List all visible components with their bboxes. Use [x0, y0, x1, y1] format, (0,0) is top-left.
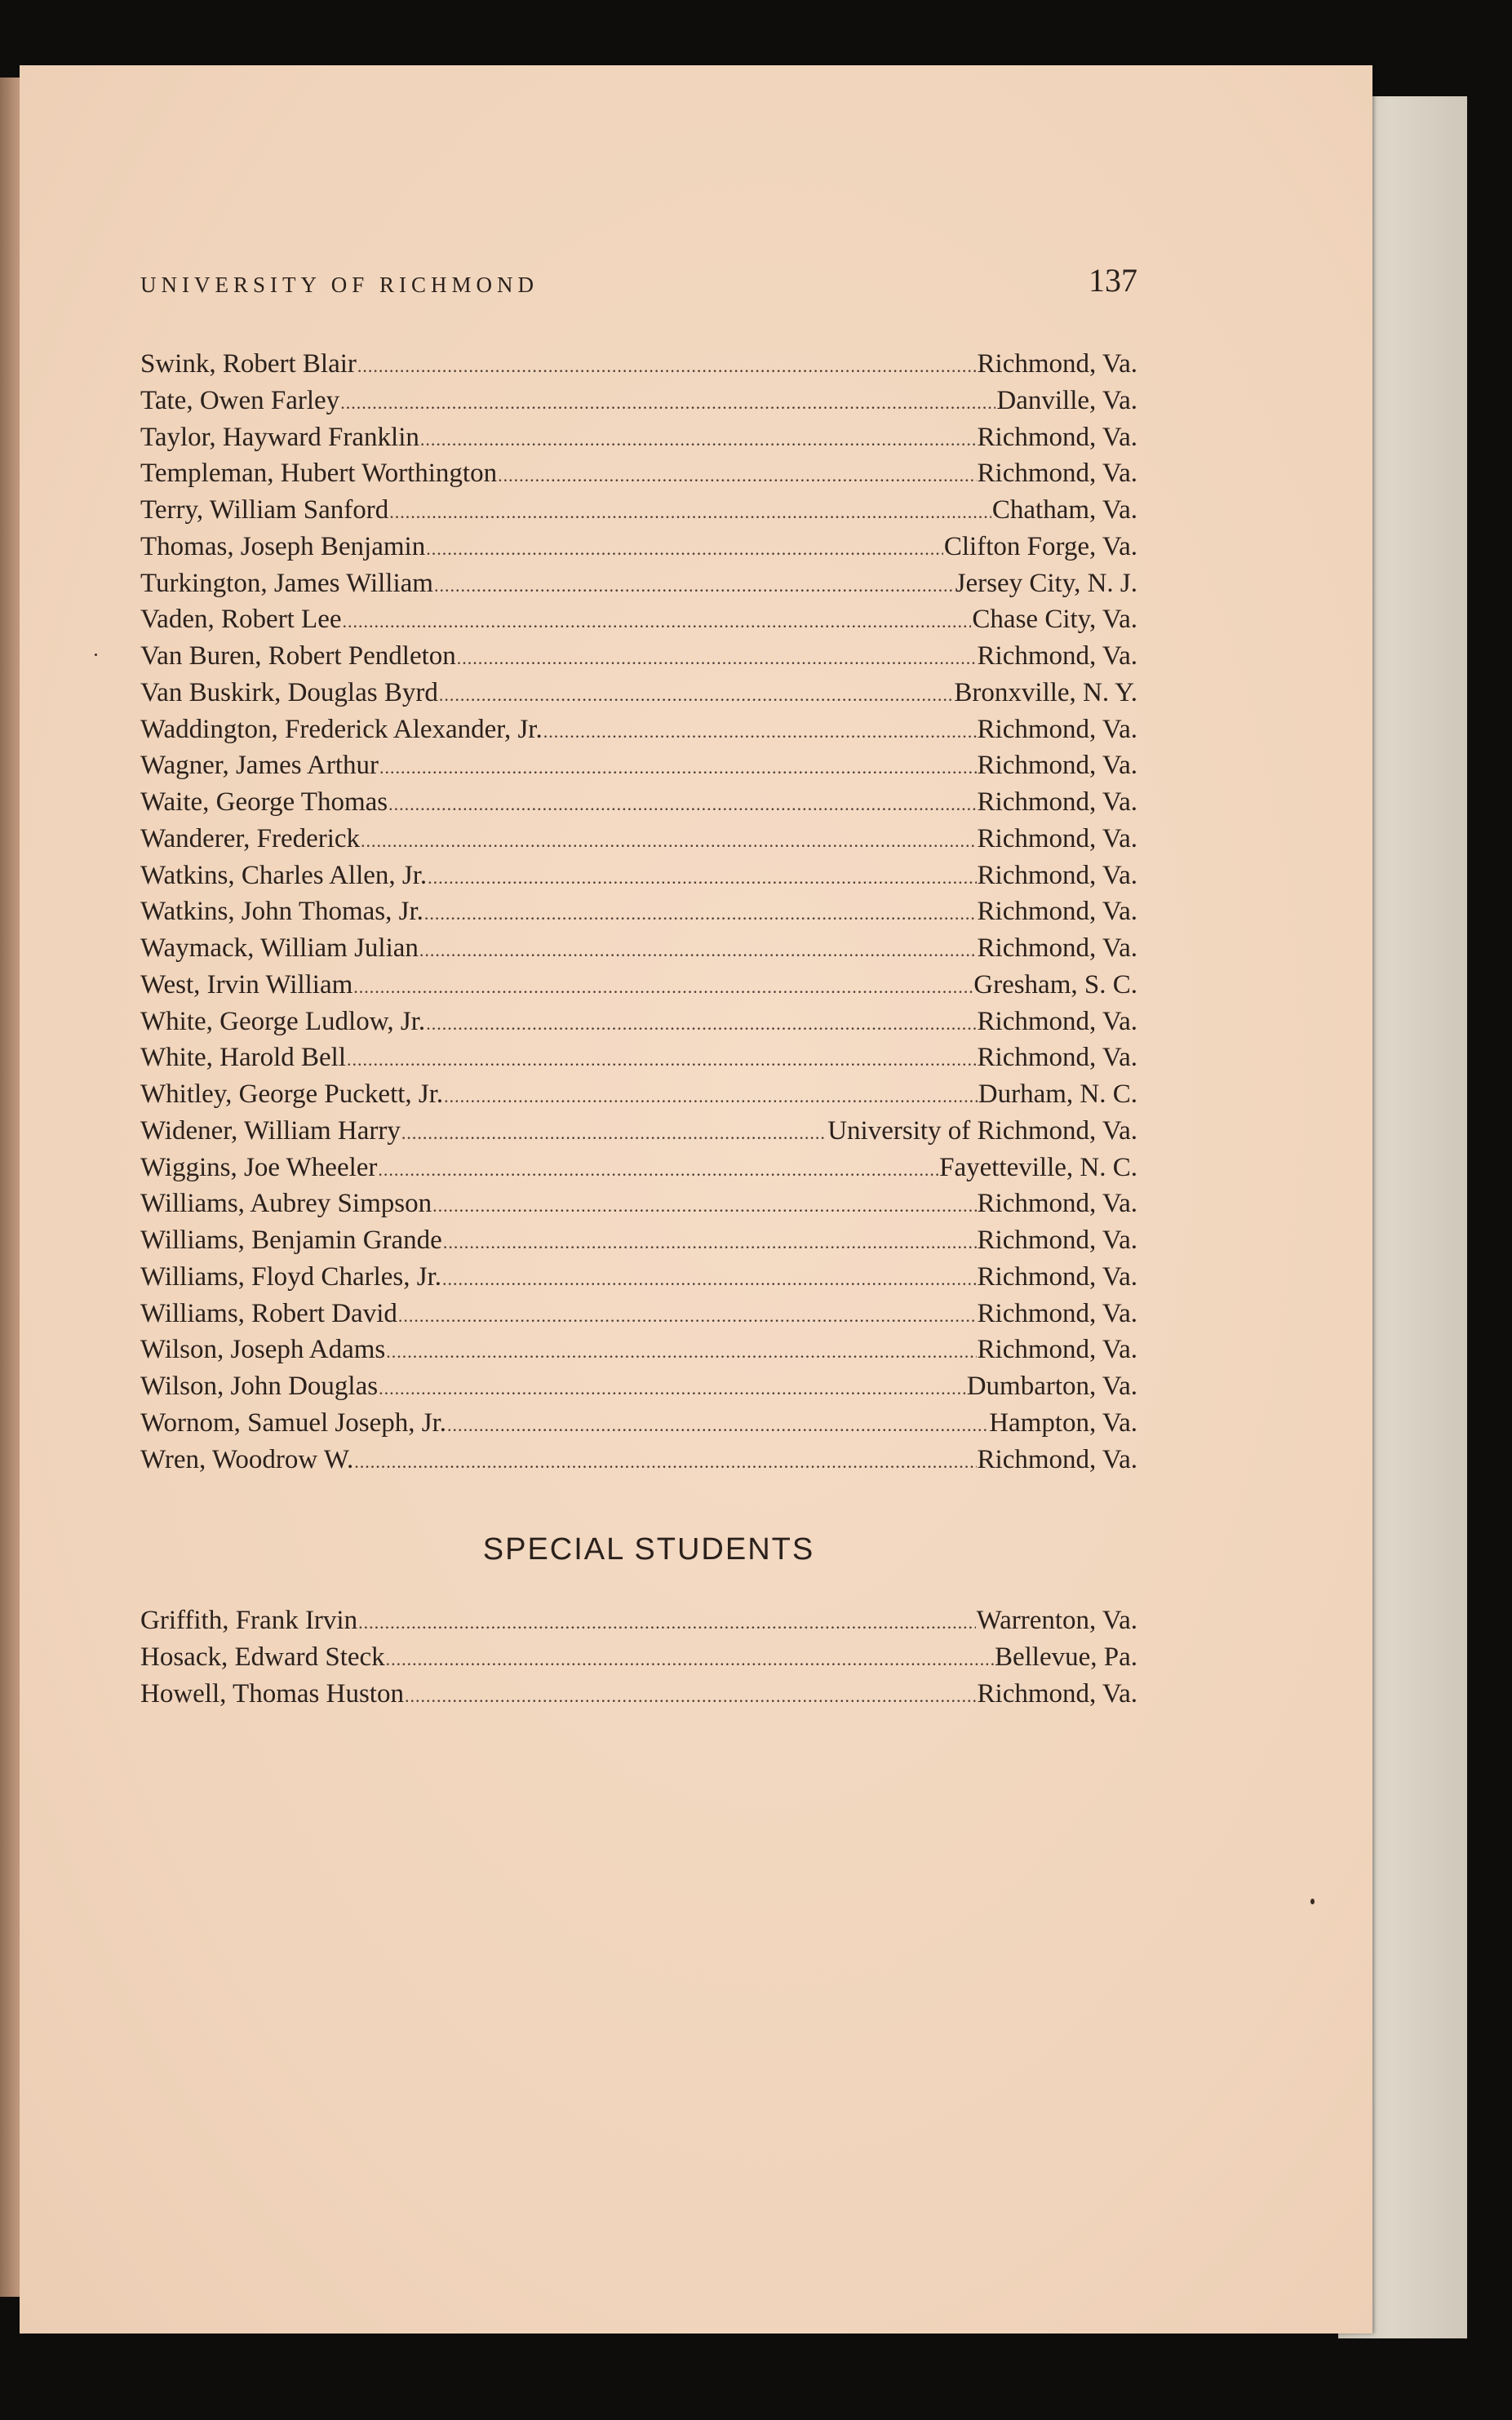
student-name: Watkins, Charles Allen, Jr. — [140, 860, 428, 890]
student-name: White, George Ludlow, Jr. — [140, 1006, 426, 1036]
dot-leader — [442, 1269, 977, 1290]
dot-leader — [443, 1232, 977, 1253]
student-name: Taylor, Hayward Franklin — [140, 422, 419, 452]
student-hometown: Richmond, Va. — [977, 1298, 1137, 1328]
student-entry — [140, 532, 1137, 569]
student-hometown: Richmond, Va. — [977, 1006, 1137, 1036]
student-hometown: Richmond, Va. — [977, 1678, 1137, 1709]
student-hometown: Richmond, Va. — [977, 1335, 1137, 1365]
student-hometown: Richmond, Va. — [977, 1043, 1137, 1073]
special-student-entry — [140, 1642, 1137, 1679]
dot-leader — [424, 903, 977, 924]
student-name: Terry, William Sanford — [140, 495, 389, 525]
student-hometown: Richmond, Va. — [977, 897, 1137, 927]
student-entry — [140, 1189, 1137, 1226]
student-entry — [140, 386, 1137, 423]
student-hometown: Richmond, Va. — [977, 860, 1137, 890]
student-name: Wanderer, Frederick — [140, 823, 361, 853]
student-name: Van Buskirk, Douglas Byrd — [140, 677, 438, 707]
student-name: Wagner, James Arthur — [140, 751, 379, 781]
student-entry — [140, 787, 1137, 824]
student-name: Hosack, Edward Steck — [140, 1642, 385, 1672]
student-name: Williams, Floyd Charles, Jr. — [140, 1261, 441, 1292]
dot-leader — [343, 611, 972, 632]
student-hometown: Clifton Forge, Va. — [943, 531, 1137, 561]
student-hometown: Durham, N. C. — [978, 1079, 1137, 1109]
dot-leader — [444, 1086, 978, 1107]
student-hometown: Gresham, S. C. — [973, 969, 1137, 999]
special-student-entry — [140, 1606, 1137, 1642]
student-name: Wilson, John Douglas — [140, 1372, 379, 1401]
student-name: Templeman, Hubert Worthington — [140, 459, 498, 489]
dot-leader — [405, 1686, 977, 1707]
student-hometown: Richmond, Va. — [977, 1444, 1137, 1474]
student-name: Vaden, Robert Lee — [140, 605, 342, 635]
dot-leader — [434, 575, 955, 596]
student-name: Griffith, Frank Irvin — [140, 1606, 358, 1635]
student-entry — [140, 569, 1137, 605]
student-entry — [140, 970, 1137, 1007]
dot-leader — [426, 539, 943, 560]
student-name: Williams, Benjamin Grande — [140, 1226, 442, 1255]
student-entry — [140, 1226, 1137, 1262]
dot-leader — [389, 502, 991, 523]
dot-leader — [426, 1013, 976, 1035]
student-entry — [140, 1116, 1137, 1153]
dot-leader — [358, 1612, 975, 1633]
book-spine-edge — [0, 78, 21, 2297]
dot-leader — [398, 1305, 977, 1327]
student-hometown: Bellevue, Pa. — [994, 1642, 1137, 1672]
student-name: Waymack, William Julian — [140, 933, 419, 963]
dot-leader — [419, 940, 977, 961]
student-entry — [140, 1153, 1137, 1190]
dot-leader — [401, 1123, 827, 1144]
dot-leader — [386, 1341, 976, 1363]
student-hometown: Richmond, Va. — [977, 823, 1137, 853]
student-hometown: Chase City, Va. — [972, 605, 1137, 635]
student-hometown: Richmond, Va. — [977, 1261, 1137, 1292]
student-hometown: Richmond, Va. — [977, 1226, 1137, 1255]
student-entry — [140, 423, 1137, 459]
student-entry — [140, 1043, 1137, 1079]
dot-leader — [457, 648, 977, 669]
student-entry — [140, 824, 1137, 861]
student-entry — [140, 1079, 1137, 1116]
student-entry — [140, 1007, 1137, 1044]
student-entry — [140, 1262, 1137, 1299]
student-entry — [140, 933, 1137, 970]
dot-leader — [353, 977, 973, 998]
running-head: UNIVERSITY OF RICHMOND — [140, 273, 539, 297]
student-hometown: Dumbarton, Va. — [966, 1372, 1137, 1401]
student-hometown: Bronxville, N. Y. — [954, 677, 1137, 707]
student-entry — [140, 495, 1137, 532]
student-hometown: Richmond, Va. — [977, 1189, 1137, 1219]
special-students-heading: SPECIAL STUDENTS — [482, 1532, 815, 1567]
dot-leader — [340, 392, 995, 414]
student-hometown: Jersey City, N. J. — [955, 568, 1137, 598]
student-entry — [140, 349, 1137, 386]
student-name: West, Irvin William — [140, 969, 353, 999]
student-list — [140, 349, 1137, 1481]
student-entry — [140, 1299, 1137, 1336]
student-hometown: Richmond, Va. — [977, 349, 1137, 379]
student-hometown: Hampton, Va. — [989, 1407, 1137, 1438]
dot-leader — [432, 1195, 976, 1217]
dot-leader — [428, 867, 976, 889]
dot-leader — [378, 1159, 938, 1181]
dot-leader — [354, 1452, 976, 1473]
student-name: Swink, Robert Blair — [140, 349, 357, 379]
student-entry — [140, 1372, 1137, 1408]
dot-leader — [543, 721, 977, 742]
student-entry — [140, 678, 1137, 715]
student-name: Van Buren, Robert Pendleton — [140, 641, 456, 671]
student-hometown: Richmond, Va. — [977, 933, 1137, 963]
dot-leader — [388, 794, 976, 815]
student-entry — [140, 1408, 1137, 1445]
dot-leader — [379, 1378, 966, 1399]
student-name: Whitley, George Puckett, Jr. — [140, 1079, 444, 1109]
dot-leader — [420, 429, 977, 450]
dot-leader — [498, 465, 976, 486]
student-name: Williams, Robert David — [140, 1298, 397, 1328]
student-entry — [140, 1445, 1137, 1482]
student-hometown: University of Richmond, Va. — [827, 1115, 1137, 1146]
student-entry — [140, 861, 1137, 898]
student-name: Turkington, James William — [140, 568, 433, 598]
dot-leader — [439, 685, 954, 706]
student-entry — [140, 715, 1137, 751]
student-name: Howell, Thomas Huston — [140, 1678, 404, 1709]
student-entry — [140, 751, 1137, 787]
student-name: Tate, Owen Farley — [140, 385, 340, 415]
dot-leader — [347, 1049, 977, 1070]
student-name: Widener, William Harry — [140, 1115, 401, 1146]
student-entry — [140, 641, 1137, 678]
student-hometown: Richmond, Va. — [977, 459, 1137, 489]
dot-leader — [357, 356, 977, 377]
student-name: Williams, Aubrey Simpson — [140, 1189, 432, 1219]
student-entry — [140, 1335, 1137, 1372]
student-entry — [140, 605, 1137, 641]
student-hometown: Warrenton, Va. — [976, 1606, 1137, 1635]
dot-leader — [361, 831, 976, 852]
student-name: Waite, George Thomas — [140, 787, 388, 817]
student-hometown: Danville, Va. — [996, 385, 1137, 415]
page-number: 137 — [1089, 262, 1137, 299]
dot-leader — [447, 1415, 988, 1436]
student-name: Wilson, Joseph Adams — [140, 1335, 386, 1365]
special-student-list — [140, 1606, 1137, 1715]
student-hometown: Chatham, Va. — [991, 495, 1137, 525]
student-name: White, Harold Bell — [140, 1043, 347, 1073]
dot-leader — [379, 757, 976, 778]
student-name: Watkins, John Thomas, Jr. — [140, 897, 423, 927]
dot-leader — [386, 1649, 994, 1670]
student-hometown: Richmond, Va. — [977, 787, 1137, 817]
paper-speck — [1310, 1899, 1315, 1904]
student-name: Wren, Woodrow W. — [140, 1444, 354, 1474]
student-hometown: Fayetteville, N. C. — [939, 1152, 1137, 1182]
paper-speck — [95, 654, 97, 656]
student-name: Thomas, Joseph Benjamin — [140, 531, 426, 561]
student-hometown: Richmond, Va. — [977, 751, 1137, 781]
student-name: Waddington, Frederick Alexander, Jr. — [140, 714, 543, 744]
student-name: Wiggins, Joe Wheeler — [140, 1152, 378, 1182]
student-hometown: Richmond, Va. — [977, 714, 1137, 744]
student-name: Wornom, Samuel Joseph, Jr. — [140, 1407, 446, 1438]
student-entry — [140, 897, 1137, 933]
student-hometown: Richmond, Va. — [977, 641, 1137, 671]
special-student-entry — [140, 1679, 1137, 1716]
student-entry — [140, 459, 1137, 495]
student-hometown: Richmond, Va. — [977, 422, 1137, 452]
